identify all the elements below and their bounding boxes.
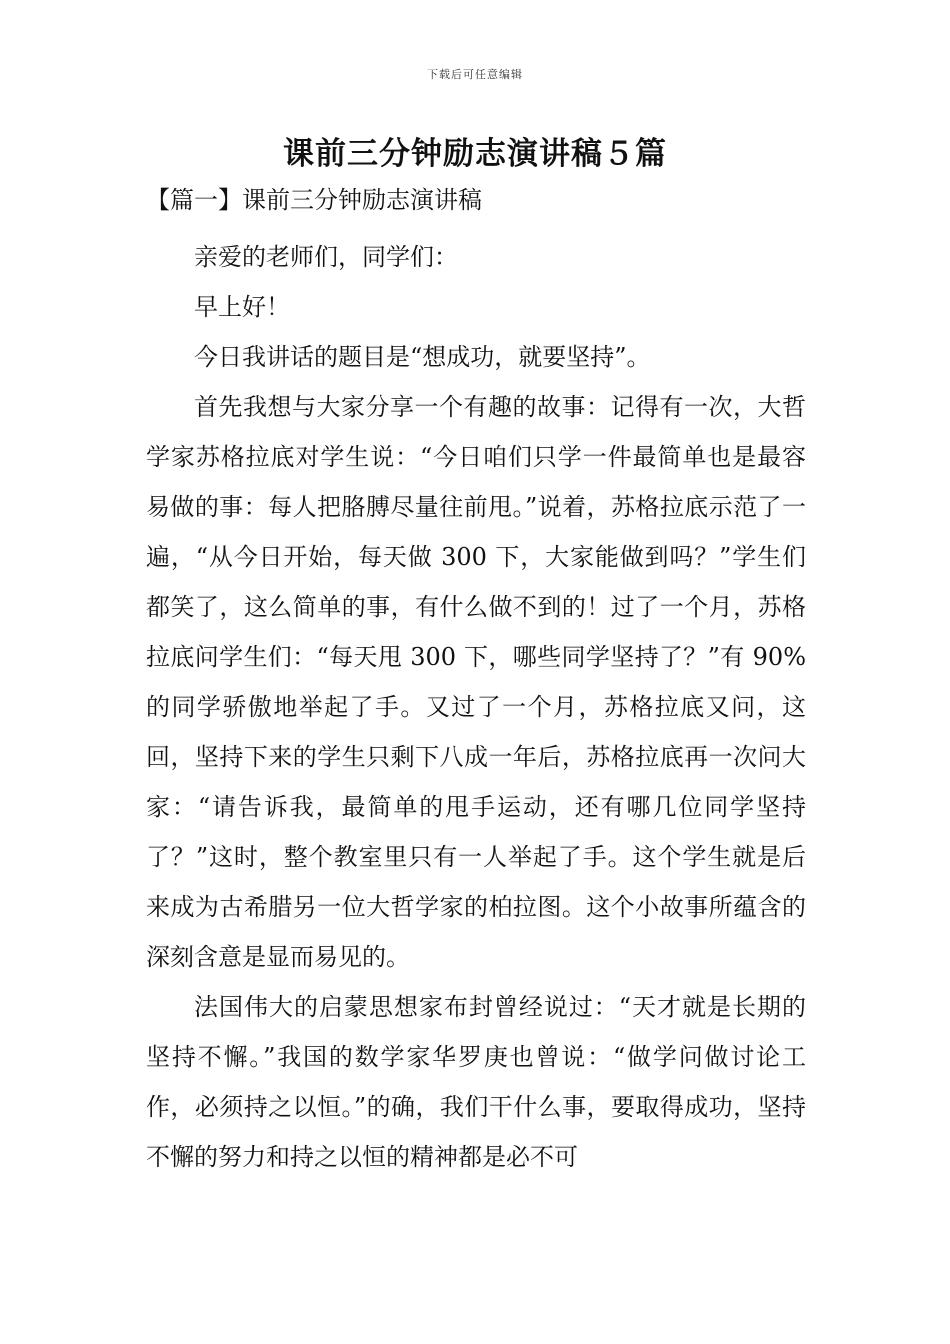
- document-title: 课前三分钟励志演讲稿５篇: [283, 136, 667, 172]
- paragraph-good-morning: 早上好！: [194, 293, 290, 321]
- header-note: 下载后可任意编辑: [427, 68, 523, 81]
- paragraph-topic: 今日我讲话的题目是“想成功，就要坚持”。: [194, 343, 651, 371]
- section-heading: 【篇一】课前三分钟励志演讲稿: [146, 186, 482, 214]
- paragraph-quotes: 法国伟大的启蒙思想家布封曾经说过：“天才就是长期的坚持不懈。”我国的数学家华罗庚也曾说：“做学问做讨论工作，必须持之以恒。”的确，我们干什么事，要取得成功，坚持不懈的努力和持之以恒的精神都是必不可: [146, 993, 806, 1171]
- paragraph-story: 首先我想与大家分享一个有趣的故事：记得有一次，大哲学家苏格拉底对学生说：“今日咱们只学一件最简单也是最容易做的事：每人把胳膊尽量往前甩。”说着，苏格拉底示范了一遍，“从今日开始，每天做 300 下，大家能做到吗？”学生们都笑了，这么简单的事，有什么做不到的！过了一个月，苏格拉底问学生们：“每天甩 300 下，哪些同学坚持了？”有 90%的同学骄傲地举起了手。又过了一个月，苏格拉底又问，这回，坚持下来的学生只剩下八成一年后，苏格拉底再一次问大家：“请告诉我，最简单的甩手运动，还有哪几位同学坚持了？”这时，整个教室里只有一人举起了手。这个学生就是后来成为古希腊另一位大哲学家的柏拉图。这个小故事所蕴含的深刻含意是显而易见的。: [146, 393, 806, 971]
- paragraph-greeting: 亲爱的老师们，同学们：: [194, 243, 458, 271]
- document-body: [146, 232, 806, 1182]
